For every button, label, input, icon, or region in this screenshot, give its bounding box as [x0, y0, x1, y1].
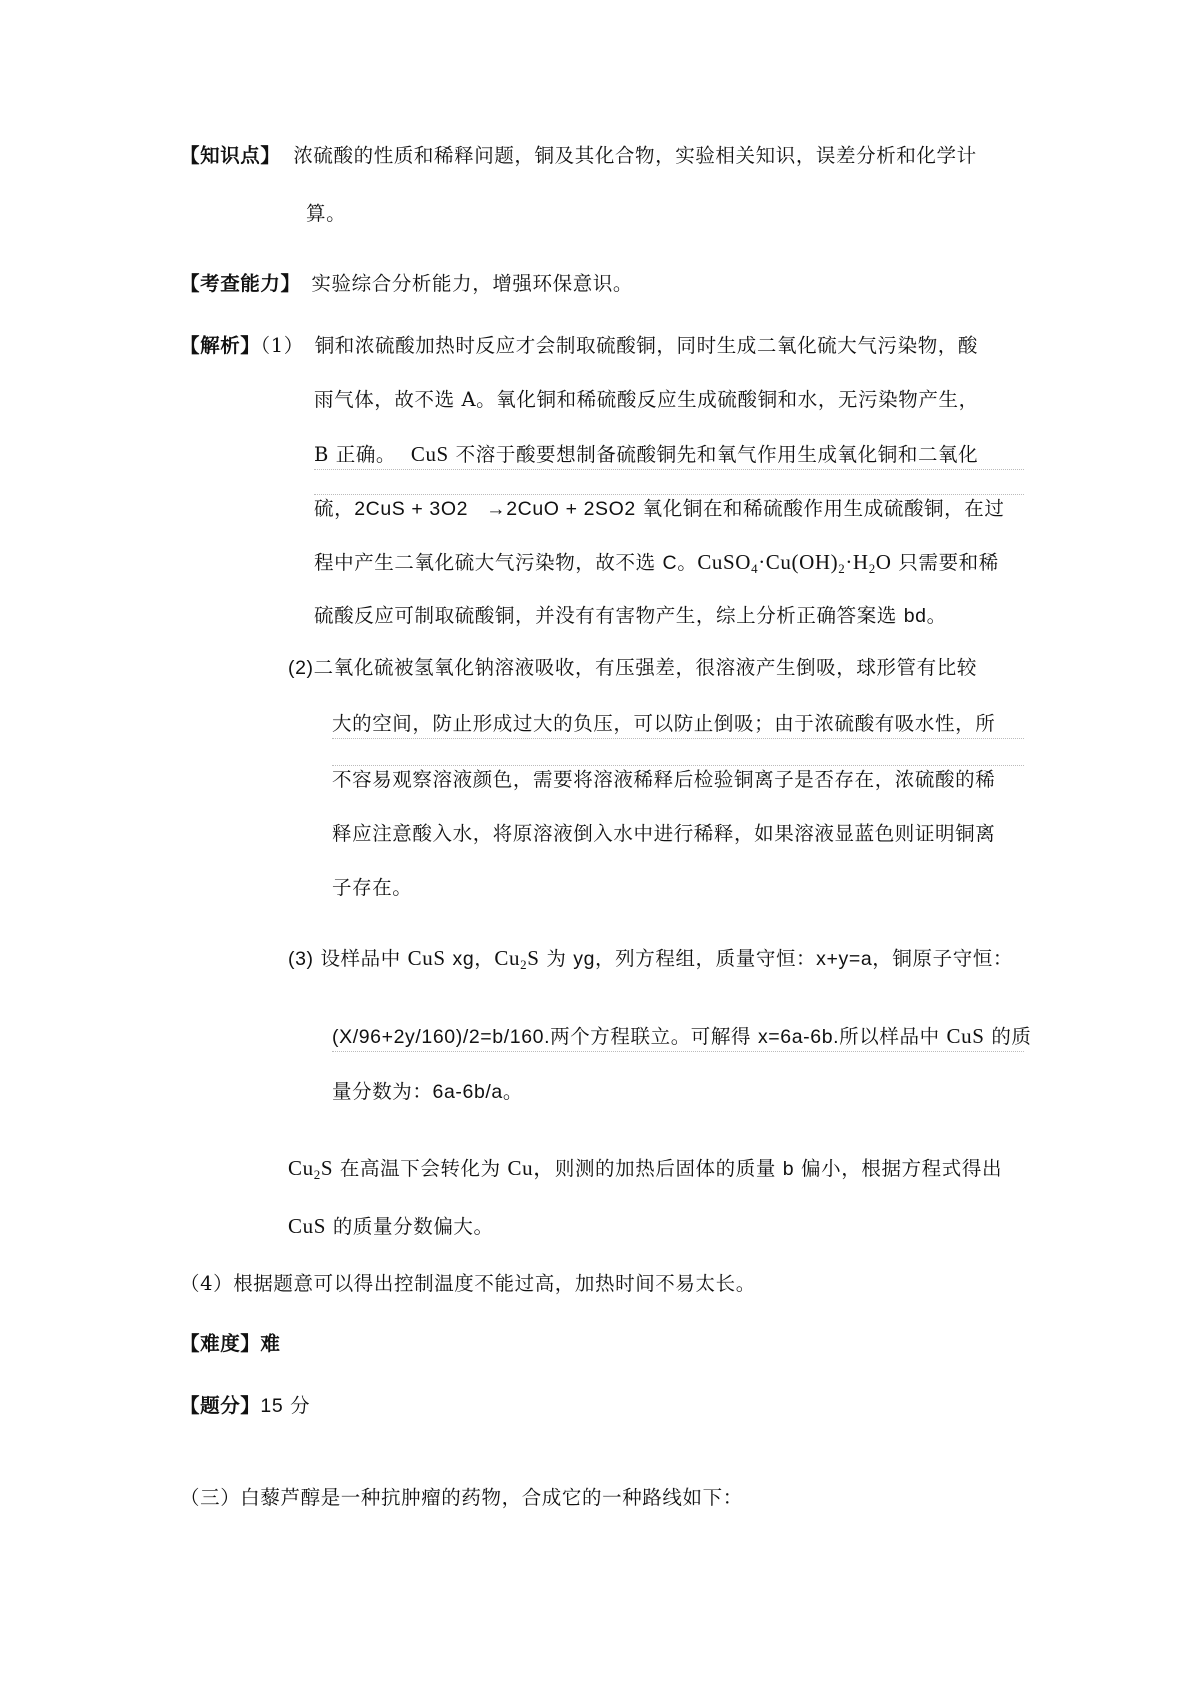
variable-y: yg， — [573, 948, 616, 970]
difficulty-value: 难 — [260, 1332, 281, 1355]
text-segment: 不溶于酸要想制备硫酸铜先和氧气作用生成氧化铜和二氧化 — [455, 443, 979, 466]
answer: bd。 — [903, 605, 947, 627]
text-segment: 设样品中 — [320, 947, 401, 970]
mass-conservation-equation: x+y=a， — [816, 948, 893, 970]
text-segment: 在高温下会转化为 — [339, 1157, 501, 1180]
analysis-part1-line2: 雨气体，故不选 A。氧化铜和稀硫酸反应生成硫酸铜和水，无污染物产生， — [314, 388, 979, 411]
part1-number: （1） — [260, 334, 304, 357]
text-segment: 的质量分数偏大。 — [332, 1215, 494, 1238]
solution-x: x=6a-6b. — [757, 1026, 840, 1048]
analysis-part3-line3 — [332, 1078, 523, 1106]
formula-cus: CuS — [410, 442, 449, 466]
formula-part: Cu — [288, 1156, 314, 1180]
analysis-part2-line4: 释应注意酸入水，将原溶液倒入水中进行稀释，如果溶液显蓝色则证明铜离 — [332, 822, 996, 845]
formula-cu: Cu， — [507, 1156, 555, 1180]
text-segment: 列方程组，质量守恒： — [615, 947, 817, 970]
reaction-equation: 2CuS + 3O2 →2CuO + 2SO2 — [354, 498, 636, 520]
copper-conservation-equation: (X/96+2y/160)/2=b/160. — [332, 1026, 551, 1048]
part3-number: (3) — [288, 948, 314, 970]
subscript: 2 — [868, 561, 876, 576]
score-label: 【题分】 — [180, 1394, 261, 1417]
analysis-part1-line1 — [180, 332, 978, 360]
formula-cu2s — [288, 1156, 333, 1180]
part2-number: (2) — [288, 657, 314, 679]
text-segment: 的质 — [991, 1025, 1032, 1048]
variable-x: xg， — [452, 948, 495, 970]
subscript: 2 — [838, 561, 846, 576]
text-segment: 程中产生二氧化硫大气污染物，故不选 — [314, 551, 656, 574]
part1-text: 铜和浓硫酸加热时反应才会制取硫酸铜，同时生成二氧化硫大气污染物，酸 — [314, 334, 978, 357]
formula-part: ·H — [845, 550, 869, 574]
text-segment: 铜原子守恒： — [892, 947, 1013, 970]
score-value: 15 — [260, 1395, 284, 1417]
text-segment: 两个方程联立。可解得 — [550, 1025, 752, 1048]
text-segment: 氧化铜在和稀硫酸作用生成硫酸铜，在过 — [642, 497, 1005, 520]
text-segment: 所以样品中 — [839, 1025, 940, 1048]
text-segment: 则测的加热后固体的质量 — [554, 1157, 776, 1180]
difficulty-line — [180, 1330, 281, 1358]
text-segment: 为 — [546, 947, 567, 970]
formula-part: ·Cu(OH) — [758, 550, 839, 574]
text-segment: 偏小，根据方程式得出 — [801, 1157, 1003, 1180]
option-c: C。 — [662, 552, 698, 574]
analysis-label: 【解析】 — [180, 334, 261, 357]
text-segment: 硫， — [314, 497, 355, 520]
knowledge-point-text: 浓硫酸的性质和稀释问题，铜及其化合物，实验相关知识，误差分析和化学计 — [293, 144, 977, 167]
text-segment: 量分数为： — [332, 1080, 433, 1103]
analysis-part2-line2: 大的空间，防止形成过大的负压，可以防止倒吸；由于浓硫酸有吸水性，所 — [332, 710, 1024, 739]
score-unit: 分 — [290, 1394, 311, 1417]
formula-cus: CuS — [407, 946, 446, 970]
formula-part: CuSO — [697, 550, 752, 574]
subscript: 2 — [313, 1167, 321, 1182]
knowledge-point-line2: 算。 — [306, 202, 347, 225]
analysis-part2-line5: 子存在。 — [332, 876, 413, 899]
analysis-part2-line1 — [288, 654, 977, 682]
analysis-part3-error-line2 — [288, 1212, 494, 1241]
text-segment: 硫酸反应可制取硫酸铜，并没有有害物产生，综上分析正确答案选 — [314, 604, 897, 627]
analysis-part1-line4 — [314, 494, 1024, 523]
analysis-part1-line5 — [314, 548, 999, 577]
subscript: 2 — [520, 957, 528, 972]
variable-b: b — [782, 1158, 795, 1180]
text-segment: B 正确。 — [314, 443, 397, 466]
ability-line — [180, 270, 633, 298]
formula-part: Cu — [494, 946, 521, 970]
formula-part: S — [320, 1156, 334, 1180]
ability-text: 实验综合分析能力，增强环保意识。 — [311, 272, 634, 295]
text-segment: 只需要和稀 — [898, 551, 999, 574]
knowledge-point-label: 【知识点】 — [180, 144, 281, 167]
analysis-part3-error-line1 — [288, 1154, 1002, 1183]
formula-cus: CuS — [288, 1214, 326, 1238]
text-segment: 二氧化硫被氢氧化钠溶液吸收，有压强差，很溶液产生倒吸，球形管有比较 — [313, 656, 977, 679]
knowledge-point-line1 — [180, 142, 977, 170]
section-three-intro: （三）白藜芦醇是一种抗肿瘤的药物，合成它的一种路线如下： — [180, 1486, 743, 1509]
formula-cu2s — [494, 946, 539, 970]
analysis-part4: （4）根据题意可以得出控制温度不能过高，加热时间不易太长。 — [180, 1272, 756, 1295]
ability-label: 【考查能力】 — [180, 272, 301, 295]
formula-basic-copper-sulfate — [697, 550, 891, 574]
analysis-part1-line6 — [314, 602, 947, 630]
subscript: 4 — [751, 561, 759, 576]
difficulty-label: 【难度】 — [180, 1332, 261, 1355]
formula-cus: CuS — [946, 1024, 985, 1048]
mass-fraction-answer: 6a-6b/a。 — [432, 1081, 523, 1103]
analysis-part1-line3 — [314, 440, 1024, 470]
analysis-part3-line2 — [332, 1022, 1032, 1052]
score-line — [180, 1392, 310, 1420]
formula-part: O — [875, 550, 892, 574]
analysis-part2-line3: 不容易观察溶液颜色，需要将溶液稀释后检验铜离子是否存在，浓硫酸的稀 — [332, 765, 1024, 794]
formula-part: S — [527, 946, 540, 970]
analysis-part3-line1 — [288, 944, 1013, 973]
